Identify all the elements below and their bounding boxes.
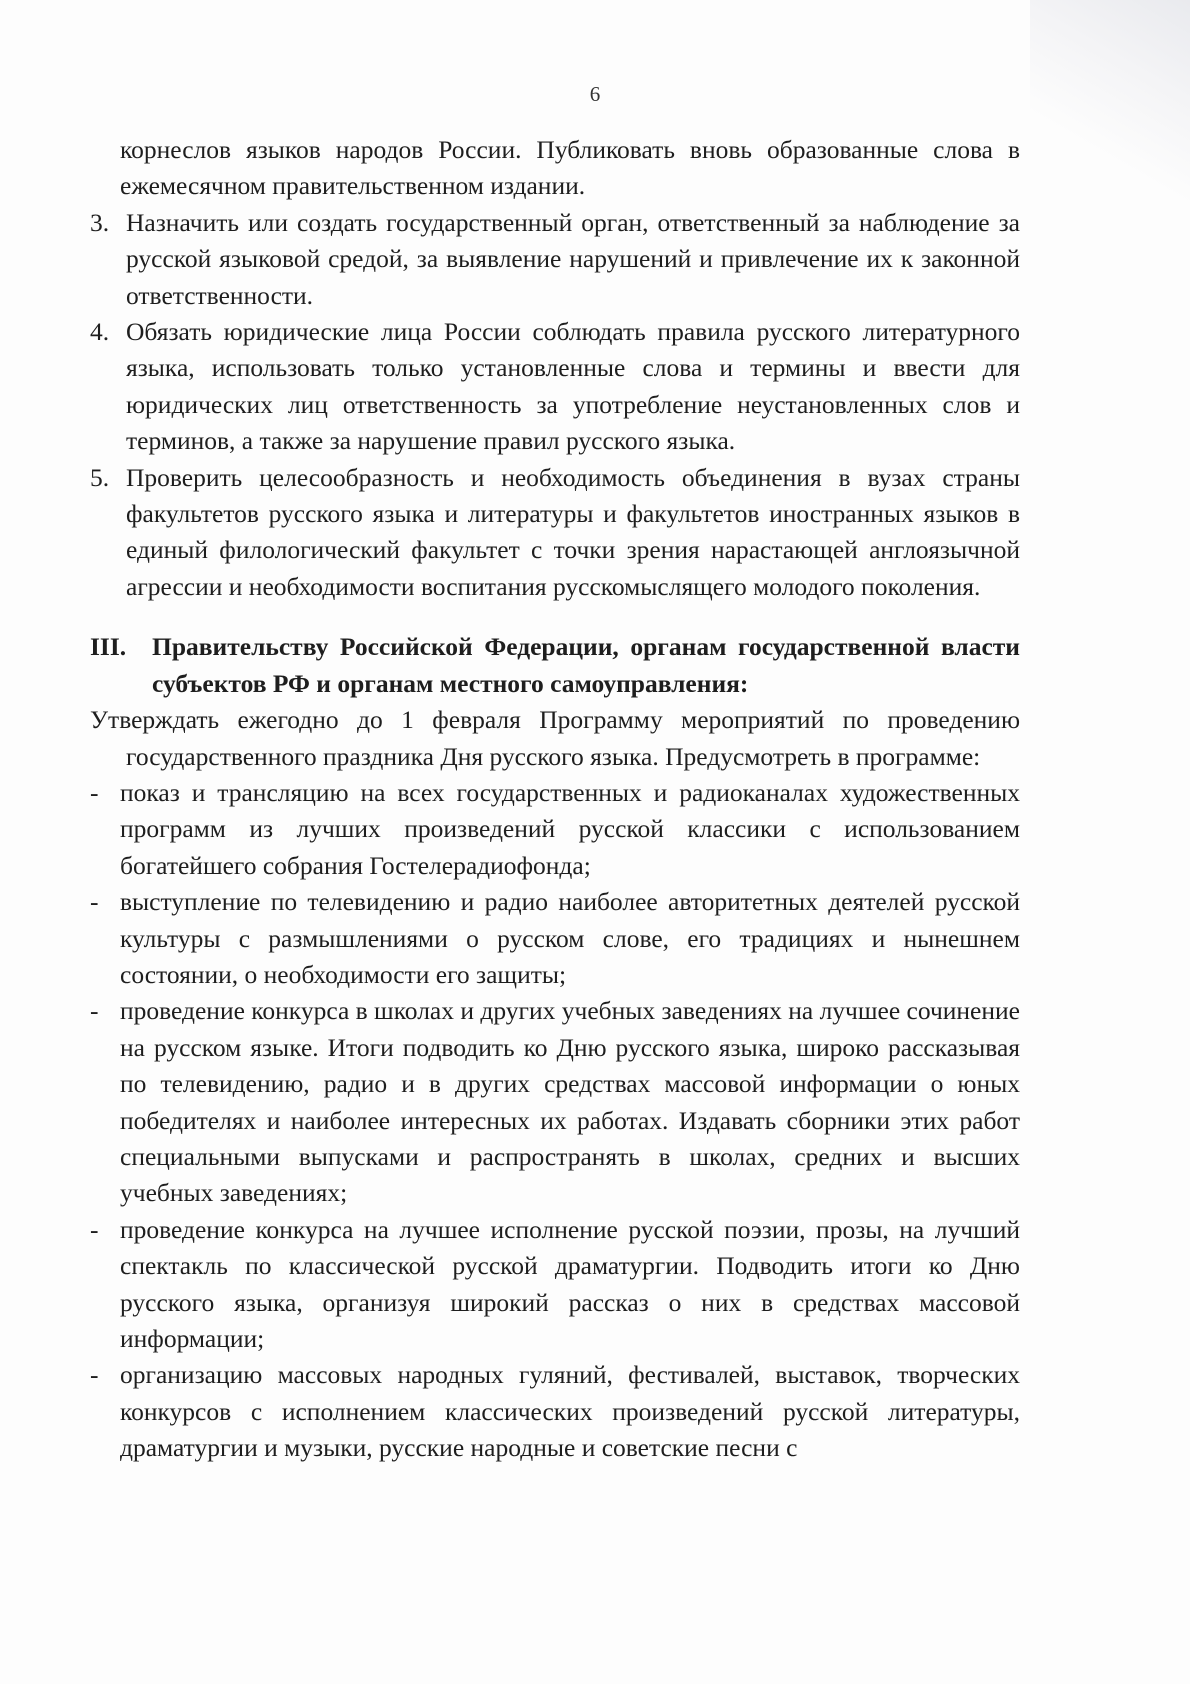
dash-marker: - <box>90 996 99 1026</box>
bullet-list <box>90 775 1020 1467</box>
section-number: III. <box>90 632 127 662</box>
item-number: 3. <box>90 207 110 237</box>
section-title: Правительству Российской Федерации, органам государственной власти субъектов РФ и органам местного самоуправления: <box>152 632 1020 698</box>
item-text: Проверить целесообразность и необходимость объединения в вузах страны факультетов русского языка и литературы и факультетов иностранных языков в единый филологический факультет с точки зрения нарастающей англоязычной агрессии и необходимости воспитания русскомыслящего молодого поколения. <box>126 462 1020 601</box>
list-item-text: выступление по телевидению и радио наиболее авторитетных деятелей русской культуры с размышлениями о русском слове, его традициях и нынешнем состоянии, о необходимости его защиты; <box>120 887 1020 989</box>
dash-marker: - <box>90 1360 99 1390</box>
list-item <box>90 775 1020 884</box>
numbered-item <box>90 205 1020 314</box>
numbered-list <box>90 205 1020 605</box>
numbered-item <box>90 460 1020 606</box>
dash-marker: - <box>90 1214 99 1244</box>
numbered-item <box>90 314 1020 460</box>
list-item-text: показ и трансляцию на всех государственных и радиоканалах художественных программ из лучших произведений русской классики с использованием богатейшего собрания Гостелерадиофонда; <box>120 777 1020 880</box>
item-number: 5. <box>90 462 110 492</box>
item-number: 4. <box>90 317 110 347</box>
section-heading <box>90 629 1020 702</box>
section-intro: Утверждать ежегодно до 1 февраля Программу мероприятий по проведению государственного праздника Дня русского языка. Предусмотреть в программе: <box>90 705 1020 771</box>
item-text: Обязать юридические лица России соблюдать правила русского литературного языка, использовать только установленные слова и термины и ввести для юридических лиц ответственность за употребление неустановленных слов и терминов, а также за нарушение правил русского языка. <box>126 317 1020 456</box>
page-number: 6 <box>589 82 601 106</box>
list-item-text: проведение конкурса на лучшее исполнение русской поэзии, прозы, на лучший спектакль по классической русской драматургии. Подводить итоги ко Дню русского языка, организуя широкий рассказ о них в средствах массовой информации; <box>120 1214 1020 1353</box>
list-item <box>90 884 1020 993</box>
document-body <box>90 132 1020 1467</box>
list-item <box>90 1212 1020 1358</box>
list-item <box>90 1357 1020 1466</box>
item-text: Назначить или создать государственный орган, ответственный за наблюдение за русской языковой средой, за выявление нарушений и привлечение их к законной ответственности. <box>126 207 1020 310</box>
list-item-text: проведение конкурса в школах и других учебных заведениях на лучшее сочинение на русском языке. Итоги подводить ко Дню русского языка, широко рассказывая по телевидению, радио и в других средствах массовой информации о юных победителях и наиболее интересных их работах. Издавать сборники этих работ специальными выпусками и распространять в школах, средних и высших учебных заведениях; <box>120 996 1020 1208</box>
dash-marker: - <box>90 887 99 917</box>
continuation-paragraph: корнеслов языков народов России. Публиковать вновь образованные слова в ежемесячном правительственном издании. <box>120 135 1020 201</box>
dash-marker: - <box>90 777 99 807</box>
list-item-text: организацию массовых народных гуляний, фестивалей, выставок, творческих конкурсов с исполнением классических произведений русской литературы, драматургии и музыки, русские народные и советские песни с <box>120 1360 1020 1463</box>
list-item <box>90 993 1020 1211</box>
